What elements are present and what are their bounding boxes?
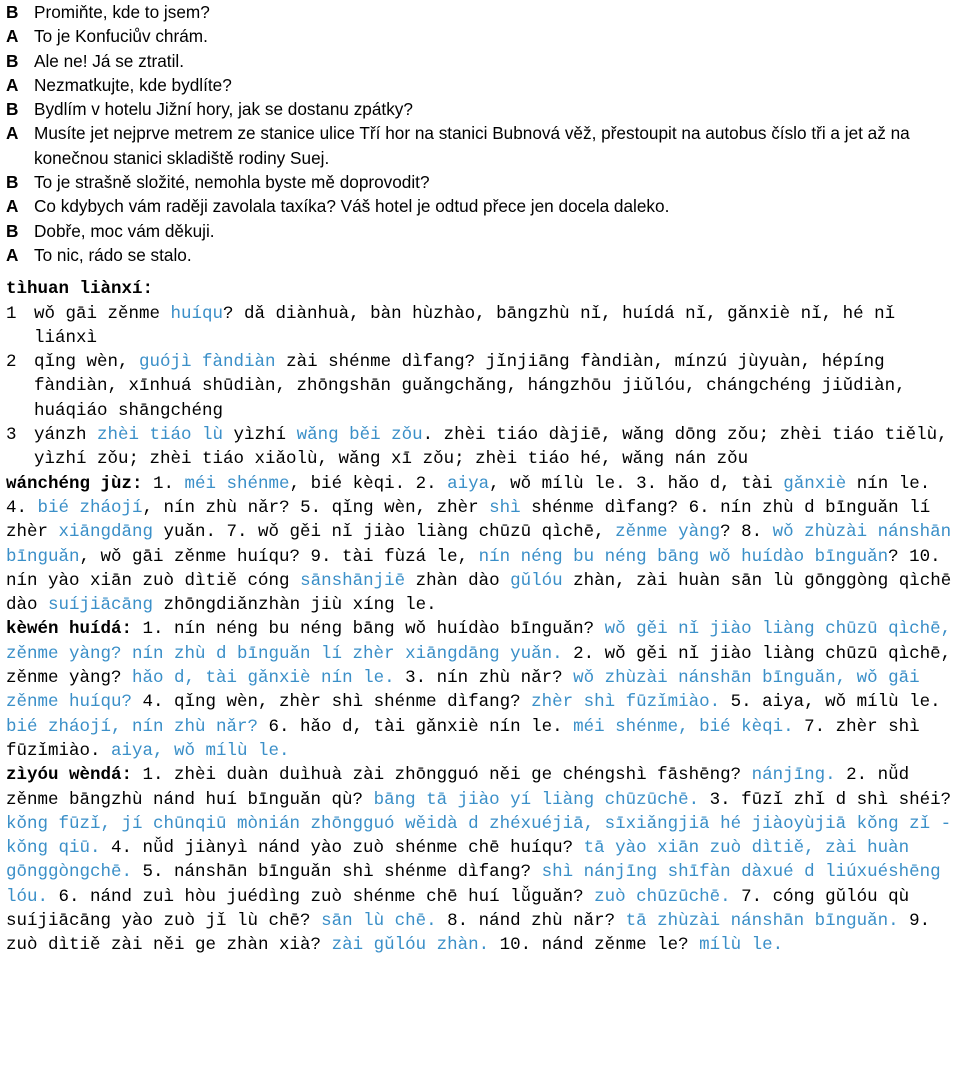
dialogue-line <box>6 170 958 194</box>
tihuan-title: tìhuan liànxí: <box>6 279 154 300</box>
answer-text: gǔlóu <box>510 570 563 591</box>
answer-text: tā yào xiān zuò dìtiě, zài huàn gōnggòngchē. <box>6 838 910 883</box>
answer-text: xiāngdāng <box>58 522 154 543</box>
text-run: zhōngdiǎnzhàn jiù xíng le. <box>153 595 437 616</box>
text-run: 1. nín néng bu néng bāng wǒ huídào bīnguǎn? <box>132 619 605 640</box>
answer-text: zhèr shì fūzǐmiào. <box>531 692 721 713</box>
text-run: zhàn dào <box>405 570 511 591</box>
text-run: ? dǎ diànhuà, bàn hùzhào, bāngzhù nǐ, huídá nǐ, gǎnxiè nǐ, hé nǐ liánxì <box>34 303 896 348</box>
exercises <box>6 277 958 957</box>
answer-text: aiya <box>447 473 490 494</box>
text-run: 8. nánd zhù nǎr? <box>436 910 626 931</box>
dialogue-text: To je strašně složité, nemohla byste mě doprovodit? <box>34 172 430 193</box>
speaker-label: B <box>6 99 19 120</box>
text-run: 3. nín zhù nǎr? <box>394 668 574 689</box>
text-run: 4. nǚd jiànyì nánd yào zuò shénme chē huíqu? <box>100 838 584 859</box>
answer-text: wǒ gěi nǐ jiào liàng chūzū qìchē, zěnme yàng? nín zhù d bīnguǎn lí zhèr xiāngdāng yuǎn. <box>6 619 952 664</box>
ziyou-section <box>6 763 958 957</box>
answer-text: hǎo d, tài gǎnxiè nín le. <box>132 668 395 689</box>
answer-text: wǒ zhùzài nánshān bīnguǎn, wǒ gāi zěnme huíqu? <box>6 668 920 713</box>
text-run: ? 10. nín yào xiān zuò dìtiě cóng <box>6 546 941 591</box>
text-run: 10. nánd zěnme le? <box>489 935 700 956</box>
text-run: , wǒ gāi zěnme huíqu? 9. tài fùzá le, <box>79 546 479 567</box>
text-run: 6. hǎo d, tài gǎnxiè nín le. <box>258 716 574 737</box>
dialogue-text: To nic, rádo se stalo. <box>34 244 192 265</box>
answer-text: tā zhùzài nánshān bīnguǎn. <box>625 910 899 931</box>
item-number: 3 <box>6 425 17 446</box>
speaker-label: A <box>6 26 19 47</box>
text-run: 5. aiya, wǒ mílù le. <box>720 692 941 713</box>
answer-text: bié zháojí <box>37 497 143 518</box>
answer-text: aiya, wǒ mílù le. <box>111 740 290 761</box>
item-text <box>34 350 958 423</box>
speaker-label: B <box>6 2 19 22</box>
item-text <box>34 423 958 472</box>
dialogue-text: Dobře, moc vám děkuji. <box>34 220 215 241</box>
dialogue-text: Nezmatkujte, kde bydlíte? <box>34 74 232 95</box>
speaker-label: A <box>6 244 19 265</box>
text-run: nín le. 4. <box>6 473 931 518</box>
text-run: zài shénme dìfang? jǐnjiāng fàndiàn, mínzú jùyuàn, hépíng fàndiàn, xīnhuá shūdiàn, zhōngshān guǎngchǎng, hángzhōu jiǔlóu, chángchéng jiǔdiàn, huáqiáo shāngchéng <box>34 352 906 421</box>
answer-text: bāng tā jiào yí liàng chūzūchē. <box>373 789 700 810</box>
text-run: zhàn, zài huàn sān lù gōnggòng qìchē dào <box>6 570 952 616</box>
text-run: 9. zuò dìtiě zài něi ge zhàn xià? <box>6 910 931 956</box>
answer-text: shì nánjīng shīfàn dàxué d liúxuéshēng lóu. <box>6 862 941 907</box>
dialogue-line <box>6 243 958 267</box>
section-label: kèwén huídá: <box>6 619 133 640</box>
text-run: 1. zhèi duàn duìhuà zài zhōngguó něi ge chéngshì fāshēng? <box>132 765 752 786</box>
text-run: , wǒ mílù le. 3. hǎo d, tài <box>489 473 784 494</box>
highlight-term: guójì fàndiàn <box>139 352 276 373</box>
text-run: ? 8. <box>720 522 773 543</box>
answer-text: zài gǔlóu zhàn. <box>331 935 490 956</box>
dialogue-line <box>6 24 958 48</box>
item-number: 2 <box>6 352 17 373</box>
answer-text: kǒng fūzǐ, jí chūnqiū mònián zhōngguó wěidà d zhéxuéjiā, sīxiǎngjiā hé jiàoyùjiā kǒng zǐ - kǒng qiū. <box>6 813 952 859</box>
text-run: 7. cóng gǔlóu qù suíjiācāng yào zuò jǐ lù chē? <box>6 886 910 931</box>
dialogue-line <box>6 121 958 170</box>
answer-text: méi shénme <box>184 473 290 494</box>
answer-text: wǒ zhùzài nánshān bīnguǎn <box>6 522 952 567</box>
section-label: zìyóu wèndá: <box>6 765 133 786</box>
text-run: 5. nánshān bīnguǎn shì shénme dìfang? <box>132 862 542 883</box>
document-page <box>6 0 958 958</box>
text-run: 7. zhèr shì fūzǐmiào. <box>6 716 920 761</box>
text-run: yánzh <box>34 425 98 446</box>
dialogue-line <box>6 97 958 121</box>
dialogue-line <box>6 219 958 243</box>
speaker-label: A <box>6 123 19 144</box>
answer-text: sān lù chē. <box>321 910 437 931</box>
kewen-section <box>6 617 958 763</box>
answer-text: nín néng bu néng bāng wǒ huídào bīnguǎn <box>478 546 889 567</box>
text-run: qǐng wèn, <box>34 352 140 373</box>
text-run: wǒ gāi zěnme <box>34 303 171 324</box>
text-run: 6. nánd zuì hòu juédìng zuò shénme chē huí lǚguǎn? <box>48 886 595 907</box>
speaker-label: B <box>6 172 19 193</box>
dialogue-line <box>6 0 958 24</box>
text-run: 2. wǒ gěi nǐ jiào liàng chūzū qìchē, zěnme yàng? <box>6 643 952 689</box>
dialogue-line <box>6 194 958 218</box>
text-run: 3. fūzǐ zhǐ d shì shéi? <box>699 789 952 810</box>
dialogue-line <box>6 49 958 73</box>
speaker-label: A <box>6 196 19 217</box>
wancheng-section <box>6 472 958 618</box>
item-text <box>34 302 958 351</box>
speaker-label: B <box>6 220 19 241</box>
text-run: 2. nǚd zěnme bāngzhù nánd huí bīnguǎn qù? <box>6 765 910 810</box>
dialogue-text: Ale ne! Já se ztratil. <box>34 50 184 71</box>
highlight-term: wǎng běi zǒu <box>296 425 423 446</box>
answer-text: shì <box>489 497 521 518</box>
answer-text: suíjiācāng <box>48 595 154 616</box>
text-run: . zhèi tiáo dàjiē, wǎng dōng zǒu; zhèi tiáo tiělù, yìzhí zǒu; zhèi tiáo xiǎolù, wǎng xī zǒu; zhèi tiáo hé, wǎng nán zǒu <box>34 425 948 470</box>
speaker-label: A <box>6 74 19 95</box>
text-run: , nín zhù nǎr? 5. qǐng wèn, zhèr <box>142 497 490 518</box>
item-number: 1 <box>6 303 17 324</box>
dialogue-line <box>6 73 958 97</box>
dialogue-text: To je Konfuciův chrám. <box>34 26 208 47</box>
answer-text: gǎnxiè <box>783 473 847 494</box>
text-run: yuǎn. 7. wǒ gěi nǐ jiào liàng chūzū qìchē, <box>153 522 616 543</box>
text-run: 1. <box>142 473 185 494</box>
tihuan-item <box>6 302 958 351</box>
dialogue-text: Promiňte, kde to jsem? <box>34 2 210 22</box>
section-label: wánchéng jùz: <box>6 473 143 494</box>
dialogue-text: Co kdybych vám raději zavolala taxíka? Váš hotel je odtud přece jen docela daleko. <box>34 196 670 217</box>
tihuan-item <box>6 350 958 423</box>
answer-text: zuò chūzūchē. <box>594 886 731 907</box>
speaker-label: B <box>6 50 19 71</box>
answer-text: sānshānjiē <box>300 570 406 591</box>
answer-text: nánjīng. <box>751 765 836 786</box>
highlight-term: zhèi tiáo lù <box>97 425 224 446</box>
text-run: 4. qǐng wèn, zhèr shì shénme dìfang? <box>132 692 532 713</box>
answer-text: méi shénme, bié kèqi. <box>573 716 794 737</box>
text-run: yìzhí <box>223 425 297 446</box>
text-run: shénme dìfang? 6. nín zhù d bīnguǎn lí zhèr <box>6 497 931 543</box>
dialogue-text: Musíte jet nejprve metrem ze stanice ulice Tří hor na stanici Bubnová věž, přestoupit na autobus číslo tři a jet až na konečnou stanici skladiště rodiny Suej. <box>34 123 910 168</box>
dialogue <box>6 0 958 267</box>
text-run: , bié kèqi. 2. <box>289 473 448 494</box>
tihuan-item <box>6 423 958 472</box>
highlight-term: huíqu <box>170 303 224 324</box>
dialogue-text: Bydlím v hotelu Jižní hory, jak se dostanu zpátky? <box>34 99 413 120</box>
answer-text: bié zháojí, nín zhù nǎr? <box>6 716 259 737</box>
answer-text: mílù le. <box>699 935 784 956</box>
answer-text: zěnme yàng <box>615 522 721 543</box>
